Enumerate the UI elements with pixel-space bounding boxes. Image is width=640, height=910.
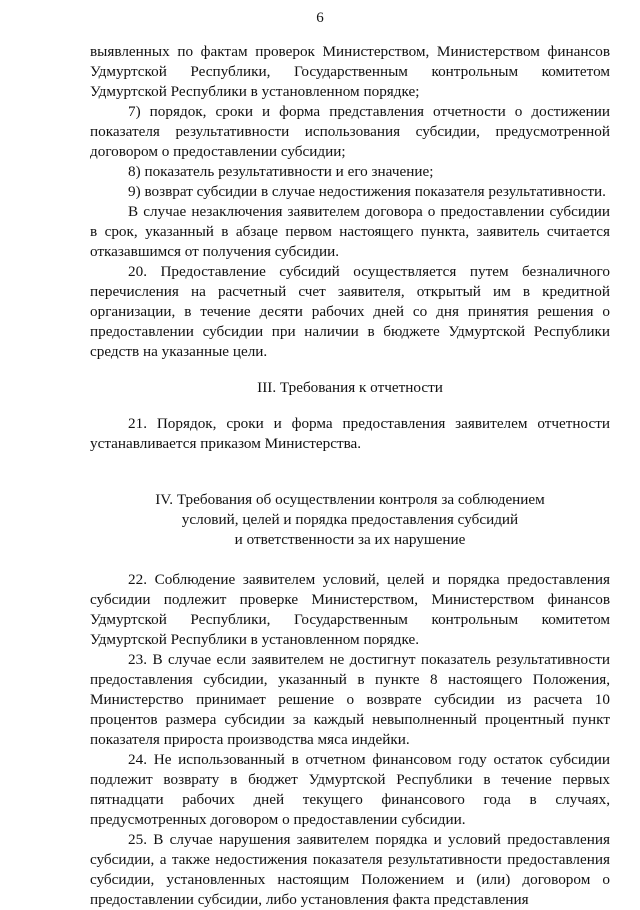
paragraph-24: 24. Не использованный в отчетном финансовом году остаток субсидии подлежит возврату в бюджет Удмуртской Республики в течение первых пятнадцати рабочих дней текущего финансового года в случаях, предусмотренных договором о предоставлении субсидии. bbox=[90, 751, 610, 828]
paragraph-22: 22. Соблюдение заявителем условий, целей и порядка предоставления субсидии подлежит проверке Министерством, Министерством финансов Удмуртской Республики, Государственным контрольным комитетом Удмуртской Республики в установленном порядке. bbox=[90, 571, 610, 648]
paragraph-23: 23. В случае если заявителем не достигнут показатель результативности предоставления субсидии, указанный в пункте 8 настоящего Положения, Министерство принимает решение о возврате субсидии из расчета 10 процентов размера субсидии за каждый невыполненный процентный пункт показателя прироста производства мяса индейки. bbox=[90, 651, 610, 748]
list-item-9: 9) возврат субсидии в случае недостижения показателя результативности. bbox=[128, 183, 606, 200]
paragraph-continuation: выявленных по фактам проверок Министерством, Министерством финансов Удмуртской Республики, Государственным контрольным комитетом Удмуртской Республики в установленном порядке; bbox=[90, 43, 610, 100]
paragraph-21: 21. Порядок, сроки и форма предоставления заявителем отчетности устанавливается приказом Министерства. bbox=[90, 415, 610, 452]
section-4-heading-line-2: условий, целей и порядка предоставления субсидий bbox=[181, 511, 519, 528]
list-item-7: 7) порядок, сроки и форма представления отчетности о достижении показателя результативности использования субсидии, предусмотренной договором о предоставлении субсидии; bbox=[90, 103, 610, 160]
section-3-heading: III. Требования к отчетности bbox=[257, 379, 443, 396]
paragraph-20: 20. Предоставление субсидий осуществляется путем безналичного перечисления на расчетный счет заявителя, открытый им в кредитной организации, в течение десяти рабочих дней со дня принятия решения о предоставлении субсидии при наличии в бюджете Удмуртской Республики средств на указанные цели. bbox=[90, 263, 610, 360]
section-4-heading-line-1: IV. Требования об осуществлении контроля за соблюдением bbox=[155, 491, 545, 508]
paragraph-non-conclusion: В случае незаключения заявителем договора о предоставлении субсидии в срок, указанный в абзаце первом настоящего пункта, заявитель считается отказавшимся от получения субсидии. bbox=[90, 203, 610, 260]
section-4-heading-line-3: и ответственности за их нарушение bbox=[234, 531, 466, 548]
section-4-heading bbox=[90, 490, 610, 550]
list-item-8: 8) показатель результативности и его значение; bbox=[128, 163, 434, 180]
page-number: 6 bbox=[316, 10, 324, 26]
paragraph-25: 25. В случае нарушения заявителем порядка и условий предоставления субсидии, а также недостижения показателя результативности предоставления субсидии, установленных настоящим Положением и (или) договором о предоставлении субсидии, либо установления факта представления bbox=[90, 831, 610, 908]
document-body bbox=[90, 42, 610, 910]
